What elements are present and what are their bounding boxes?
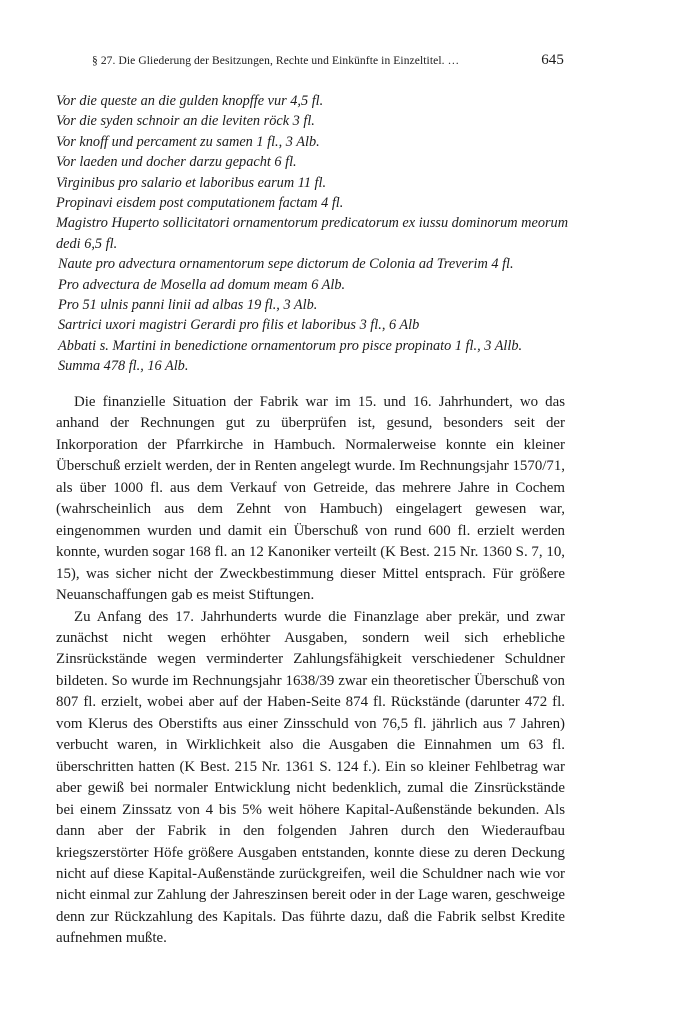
paragraph: Die finanzielle Situation der Fabrik war im 15. und 16. Jahrhundert, wo das anhand der Rechnungen gut zu überprüfen ist, gesund, besonders seit der Inkorporation der Pfarrkirche in Hambuch. Normalerweise konnte ein kleiner Überschuß erzielt werden, der in Renten angelegt wurde. Im Rechnungsjahr 1570/71, als über 1000 fl. aus dem Verkauf von Getreide, das mehrere Jahre in Cochem (wahrscheinlich aus dem Zehnt von Hambuch) eingelagert gewesen war, eingenommen wurden und damit ein Überschuß von rund 600 fl. erzielt werden konnte, wurden sogar 168 fl. an 12 Kanoniker verteilt (K Best. 215 Nr. 1360 S. 7, 10, 15), was sicher nicht der Zweckbestimmung dieser Mittel entsprach. Für größere Neuanschaffungen gab es meist Stiftungen. [56,394,566,604]
quote-line: Virginibus pro salario et laboribus earum 11 fl. [56,174,327,191]
quote-line: Summa 478 fl., 16 Alb. [58,358,189,375]
page-number: 645 [541,52,564,68]
source-quotation [56,91,591,377]
quote-line: Vor laeden und docher darzu gepacht 6 fl. [56,154,297,171]
quote-line: Sartrici uxori magistri Gerardi pro filis et laboribus 3 fl., 6 Alb [58,317,420,334]
quote-line: Vor die queste an die gulden knopffe vur 4,5 fl. [56,93,324,109]
body-text [56,392,565,950]
running-header [92,53,602,71]
quote-line: Magistro Huperto sollicitatori ornamentorum predicatorum ex iussu dominorum meorum dedi 6,5 fl. [56,215,569,252]
quote-line: Propinavi eisdem post computationem factam 4 fl. [56,195,344,212]
quote-line: Pro advectura de Mosella ad domum meam 6 Alb. [58,276,346,293]
quote-line: Abbati s. Martini in benedictione ornamentorum pro pisce propinato 1 fl., 3 Allb. [58,337,523,354]
quote-line: Pro 51 ulnis panni linii ad albas 19 fl., 3 Alb. [58,297,318,314]
paragraph: Zu Anfang des 17. Jahrhunderts wurde die Finanzlage aber prekär, und zwar zunächst nicht wegen erhöhter Ausgaben, sondern weil sich erhebliche Zinsrückstände wegen verminderter Zahlungsfähigkeit verschiedener Schuldner bildeten. So wurde im Rechnungsjahr 1638/39 zwar ein theoretischer Überschuß von 807 fl. erzielt, wobei aber auf der Haben-Seite 874 fl. Rückstände (darunter 472 fl. vom Klerus des Oberstifts aus einer Zinsschuld von 76,5 fl. jährlich aus 7 Jahren) verbucht waren, in Wirklichkeit also die Ausgaben die Einnahmen um 63 fl. überschritten hatten (K Best. 215 Nr. 1361 S. 124 f.). Ein so kleiner Fehlbetrag war aber gewiß bei normaler Entwicklung nicht bedenklich, zumal die Zinsrückstände bei einem Zinssatz von 4 bis 5% weit höhere Kapital-Außenstände bekunden. Als dann aber der Fabrik in den folgenden Jahren durch den Wiederaufbau kriegszerstörter Höfe größere Ausgaben entstanden, konnte diese zu deren Deckung nicht auf diese Kapital-Außenstände zurückgreifen, weil die Schuldner nach wie vor nicht einmal zur Zahlung der Jahreszinsen bereit oder in der Lage waren, geschweige denn zur Rückzahlung des Kapitals. Das führte dazu, daß die Fabrik selbst Kredite aufnehmen mußte. [56,608,565,947]
running-header-title: § 27. Die Gliederung der Besitzungen, Rechte und Einkünfte in Einzeltitel. … [92,55,460,67]
quote-line: Vor knoff und percament zu samen 1 fl., 3 Alb. [56,133,320,150]
quote-line: Naute pro advectura ornamentorum sepe dictorum de Colonia ad Treverim 4 fl. [58,256,514,273]
quote-line: Vor die syden schnoir an die leviten röck 3 fl. [56,113,315,130]
